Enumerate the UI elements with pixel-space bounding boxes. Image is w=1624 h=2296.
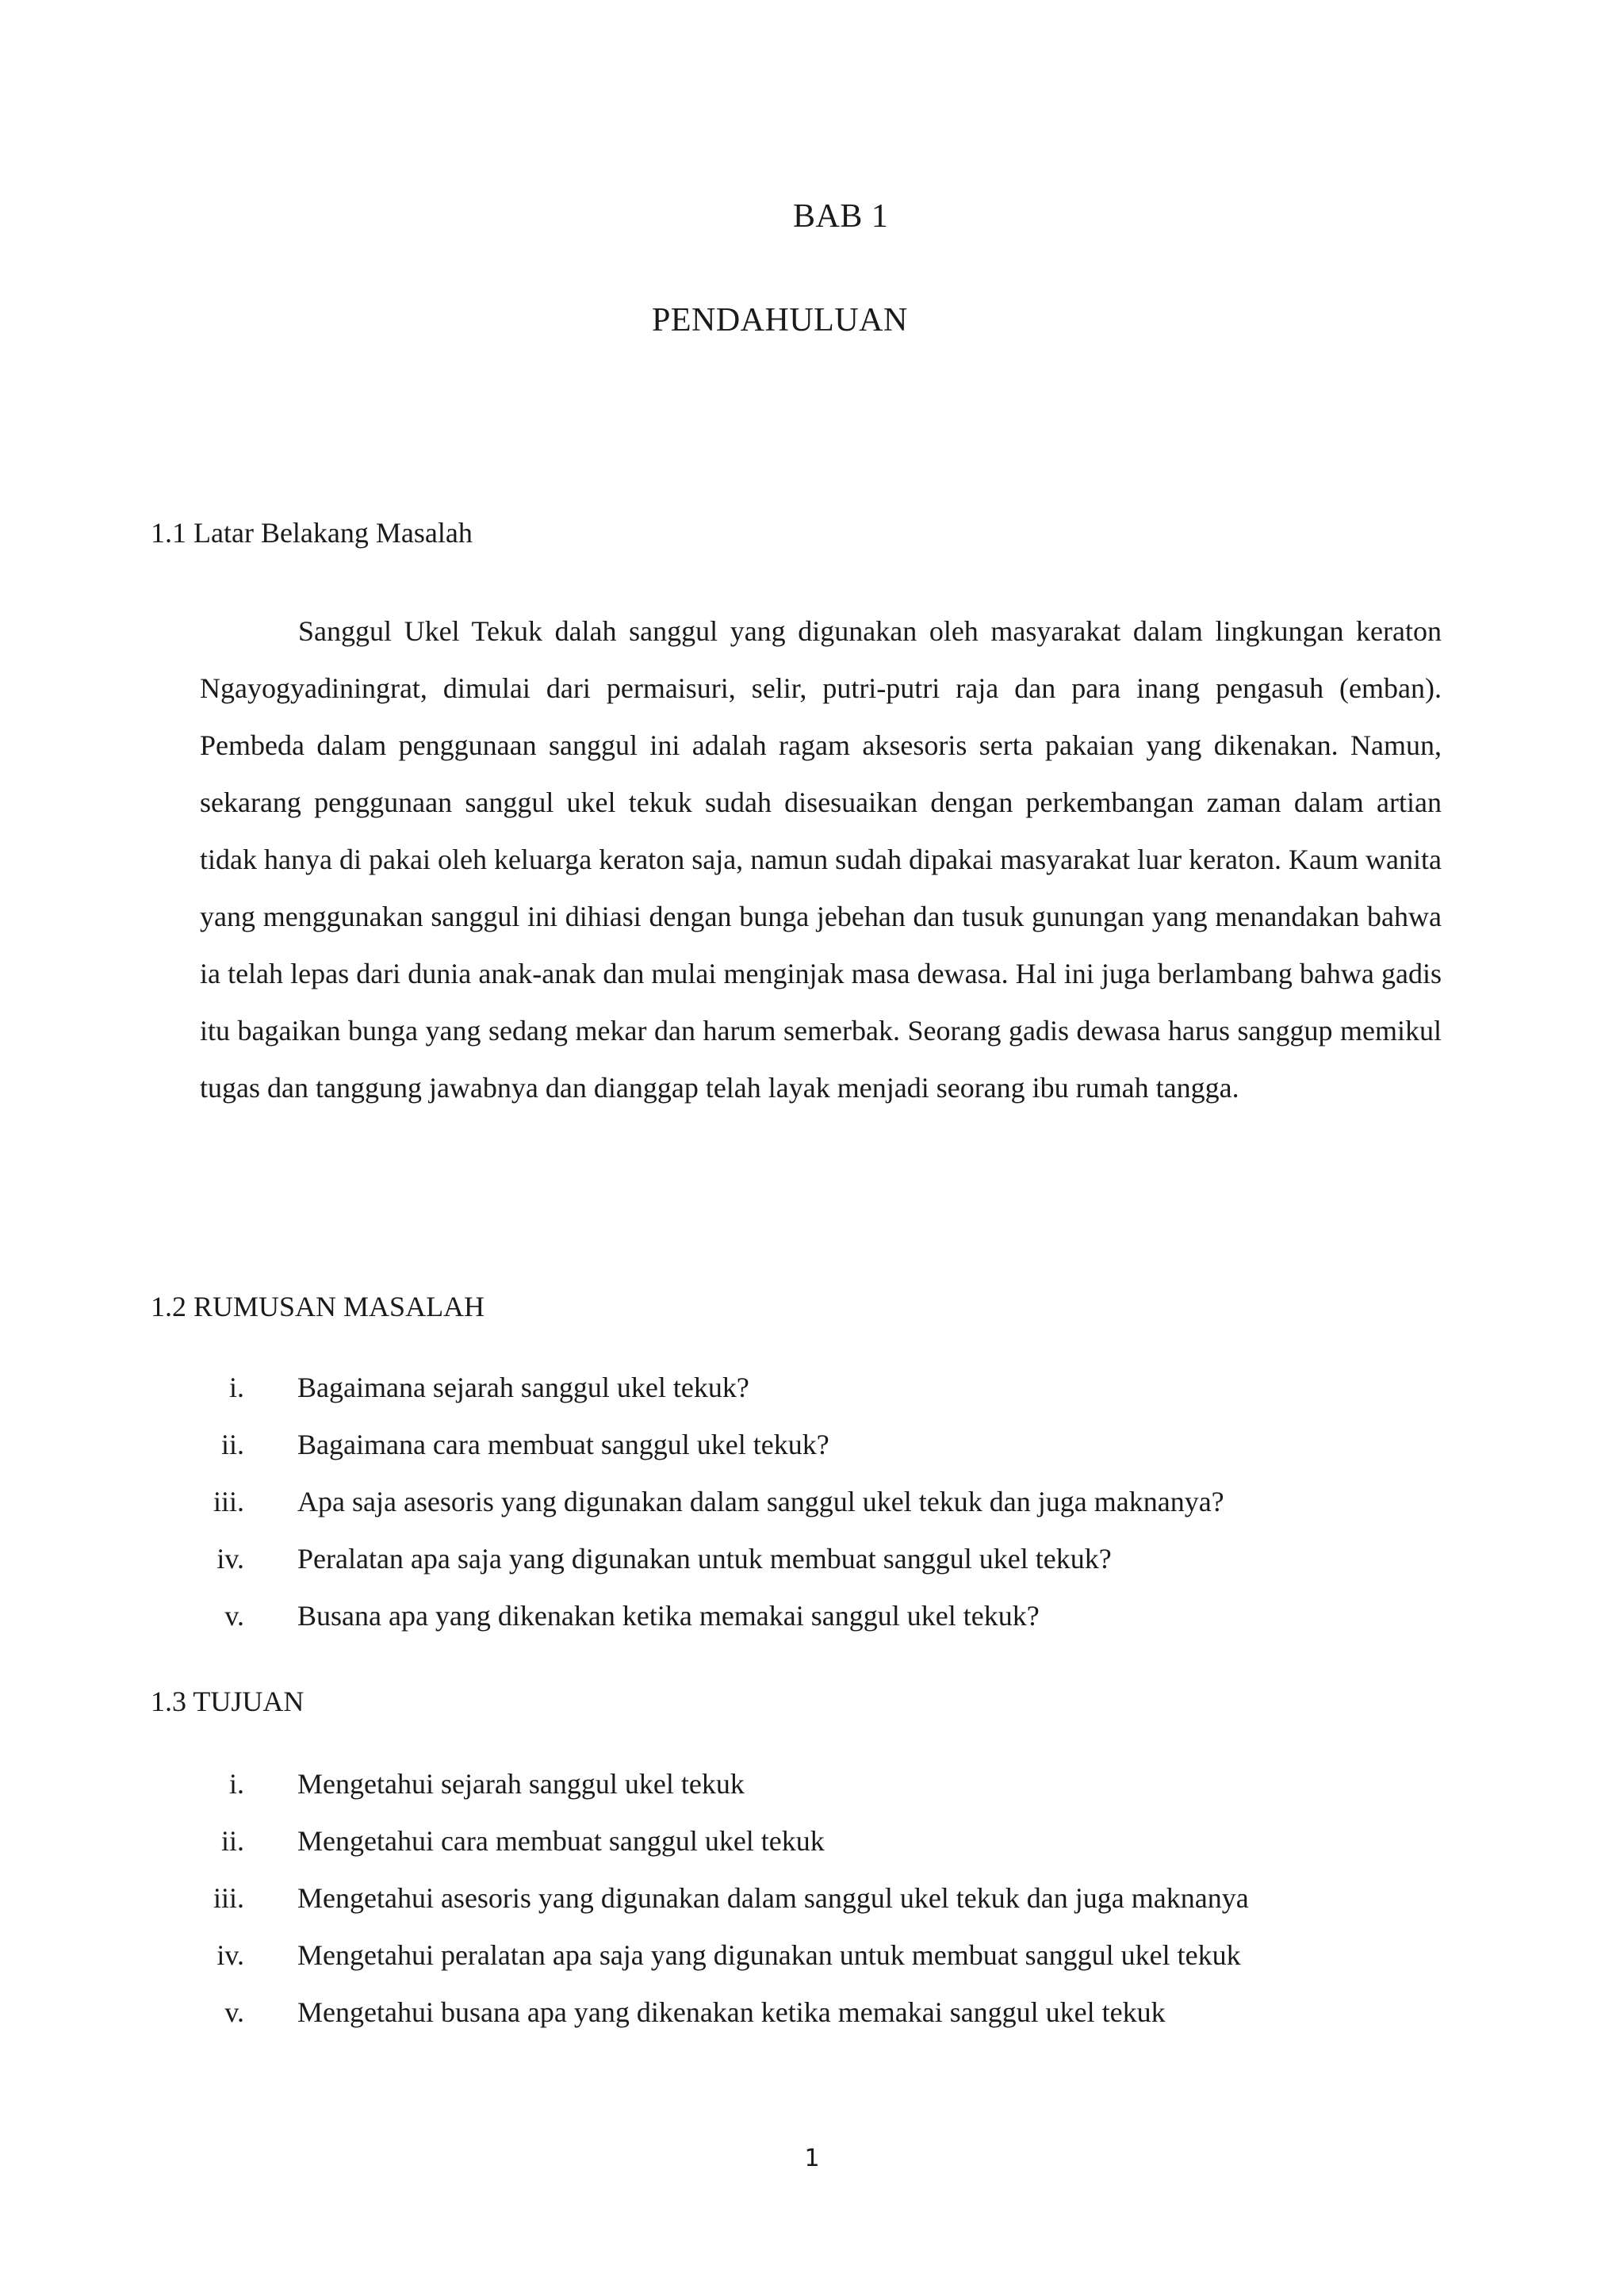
list-item-number: v.: [224, 1600, 244, 1632]
section-heading-background: 1.1 Latar Belakang Masalah: [151, 517, 473, 549]
list-item-number: v.: [224, 1996, 244, 2028]
list-item-number: iii.: [213, 1882, 244, 1914]
list-item-number: i.: [228, 1768, 244, 1800]
list-item: [0, 1884, 1624, 1941]
list-item-text: Mengetahui peralatan apa saja yang digunakan untuk membuat sanggul ukel tekuk: [297, 1939, 1241, 1971]
list-item: [0, 1487, 1624, 1544]
list-item-number: i.: [228, 1372, 244, 1403]
chapter-title: PENDAHULUAN: [652, 302, 908, 339]
section-heading-problem-formulation: 1.2 RUMUSAN MASALAH: [151, 1291, 485, 1322]
list-item-text: Bagaimana sejarah sanggul ukel tekuk?: [297, 1372, 749, 1403]
list-item-number: ii.: [220, 1825, 244, 1857]
list-item-number: ii.: [220, 1429, 244, 1460]
problem-formulation-list: [0, 1373, 1624, 1659]
list-item-text: Bagaimana cara membuat sanggul ukel tekuk?: [297, 1429, 829, 1460]
list-item-text: Mengetahui asesoris yang digunakan dalam sanggul ukel tekuk dan juga maknanya: [297, 1882, 1249, 1914]
list-item-number: iv.: [216, 1543, 244, 1575]
list-item-text: Peralatan apa saja yang digunakan untuk membuat sanggul ukel tekuk?: [297, 1543, 1112, 1575]
background-paragraph-text: Sanggul Ukel Tekuk dalah sanggul yang digunakan oleh masyarakat dalam lingkungan keraton Ngayogyadiningrat, dimulai dari permaisuri, selir, putri-putri raja dan para inang pengasuh (emban). Pembeda dalam penggunaan sanggul ini adalah ragam aksesoris serta pakaian yang dikenakan. Namun, sekarang penggunaan sanggul ukel tekuk sudah disesuaikan dengan perkembangan zaman dalam artian tidak hanya di pakai oleh keluarga keraton saja, namun sudah dipakai masyarakat luar keraton. Kaum wanita yang menggunakan sanggul ini dihiasi dengan bunga jebehan dan tusuk gunungan yang menandakan bahwa ia telah lepas dari dunia anak-anak dan mulai menginjak masa dewasa. Hal ini juga berlambang bahwa gadis itu bagaikan bunga yang sedang mekar dan harum semerbak. Seorang gadis dewasa harus sanggup memikul tugas dan tanggung jawabnya dan dianggap telah layak menjadi seorang ibu rumah tangga.: [200, 615, 1442, 1104]
objectives-list: [0, 1770, 1624, 2055]
list-item-text: Mengetahui sejarah sanggul ukel tekuk: [297, 1768, 745, 1800]
list-item: [0, 1827, 1624, 1884]
list-item-number: iii.: [213, 1486, 244, 1517]
section-heading-objectives: 1.3 TUJUAN: [151, 1686, 304, 1717]
list-item: [0, 1941, 1624, 1998]
list-item: [0, 1430, 1624, 1487]
list-item-text: Busana apa yang dikenakan ketika memakai sanggul ukel tekuk?: [297, 1600, 1040, 1632]
list-item: [0, 1998, 1624, 2055]
list-item-text: Mengetahui cara membuat sanggul ukel tekuk: [297, 1825, 825, 1857]
list-item-text: Apa saja asesoris yang digunakan dalam sanggul ukel tekuk dan juga maknanya?: [297, 1486, 1224, 1517]
list-item-number: iv.: [216, 1939, 244, 1971]
page-number: 1: [804, 2145, 820, 2172]
list-item-text: Mengetahui busana apa yang dikenakan ketika memakai sanggul ukel tekuk: [297, 1996, 1166, 2028]
list-item: [0, 1601, 1624, 1659]
chapter-number: BAB 1: [793, 198, 889, 235]
list-item: [0, 1373, 1624, 1430]
background-paragraph: [200, 603, 1442, 1116]
list-item: [0, 1770, 1624, 1827]
list-item: [0, 1544, 1624, 1601]
